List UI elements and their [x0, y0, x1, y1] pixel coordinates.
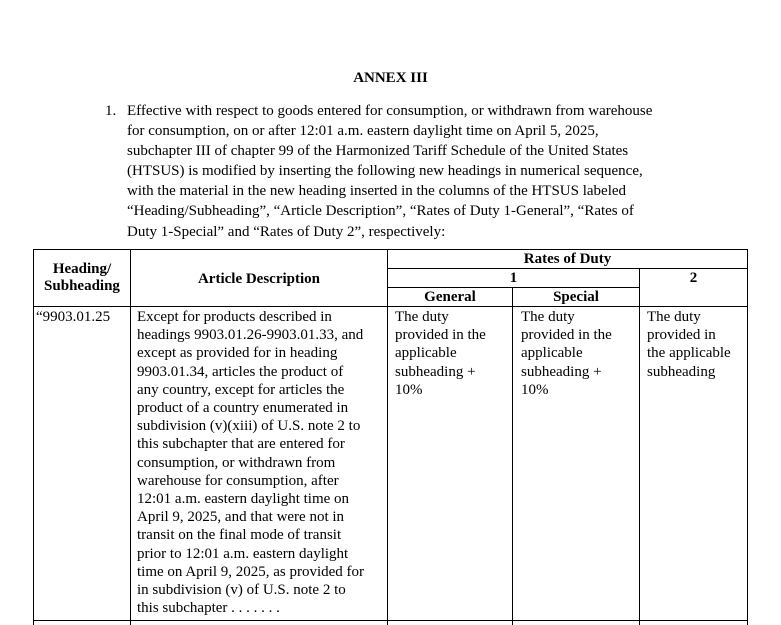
- header-heading-subheading: [34, 261, 130, 295]
- col2-line: The duty: [647, 309, 701, 325]
- description-line: 12:01 a.m. eastern daylight time on: [137, 491, 350, 508]
- description-line: Except for products described in: [137, 309, 332, 325]
- description-line: headings 9903.01.26-9903.01.33, and: [137, 327, 364, 344]
- description-line: product of a country enumerated in: [137, 400, 349, 417]
- header-special: Special: [553, 289, 599, 305]
- paragraph-line: subchapter III of chapter 99 of the Harmonized Tariff Schedule of the United States: [127, 143, 629, 160]
- general-line: subheading +: [395, 363, 476, 380]
- row-general-rate: [395, 308, 486, 399]
- paragraph-number: 1.: [105, 103, 117, 119]
- row-special-rate: [521, 308, 612, 399]
- row-col2-rate: [647, 308, 731, 381]
- header-rates-of-duty: Rates of Duty: [523, 251, 612, 267]
- description-line: prior to 12:01 a.m. eastern daylight: [137, 545, 349, 562]
- special-line: The duty: [521, 309, 575, 325]
- paragraph-line: with the material in the new heading inserted in the columns of the HTSUS labeled: [127, 183, 627, 200]
- description-line: this subchapter that are entered for: [137, 436, 345, 453]
- header-rates-col2: 2: [689, 270, 698, 286]
- header-heading-line1: Heading/: [52, 261, 112, 277]
- description-line: 9903.01.34, articles the product of: [137, 363, 344, 380]
- col2-line: the applicable: [647, 345, 731, 362]
- paragraph-line: (HTSUS) is modified by inserting the following new headings in numerical sequence,: [127, 163, 643, 180]
- description-line: consumption, or withdrawn from: [137, 454, 336, 471]
- description-line: transit on the final mode of transit: [137, 527, 342, 544]
- paragraph-line: for consumption, on or after 12:01 a.m. eastern daylight time on April 5, 2025,: [127, 123, 599, 140]
- table-border-left: [33, 249, 34, 625]
- special-line: applicable: [521, 345, 583, 362]
- description-line: this subchapter . . . . . . .: [137, 600, 280, 617]
- table-border-right: [747, 249, 748, 625]
- rates-header-divider: [387, 268, 747, 269]
- special-line: provided in the: [521, 327, 612, 344]
- header-general: General: [424, 289, 476, 305]
- col2-line: subheading: [647, 363, 716, 380]
- col-divider-general: [512, 287, 513, 625]
- col2-line: provided in: [647, 327, 716, 344]
- rates-col1-divider: [387, 287, 639, 288]
- description-line: in subdivision (v) of U.S. note 2 to: [137, 582, 346, 599]
- description-line: time on April 9, 2025, as provided for: [137, 563, 365, 580]
- general-line: 10%: [395, 381, 423, 398]
- description-line: subdivision (v)(xiii) of U.S. note 2 to: [137, 418, 361, 435]
- annex-title: ANNEX III: [353, 70, 428, 86]
- table-border-top: [33, 249, 747, 250]
- description-line: except as provided for in heading: [137, 345, 338, 362]
- general-line: provided in the: [395, 327, 486, 344]
- row-heading-number: “9903.01.25: [36, 309, 111, 325]
- paragraph-line: Duty 1-Special” and “Rates of Duty 2”, respectively:: [127, 223, 446, 240]
- header-rates-col1: 1: [509, 270, 518, 286]
- col-divider-heading: [130, 249, 131, 625]
- header-heading-line2: Subheading: [44, 278, 120, 294]
- row-article-description: [137, 308, 364, 617]
- paragraph-line: Effective with respect to goods entered for consumption, or withdrawn from warehouse: [127, 103, 653, 119]
- col-divider-special: [639, 268, 640, 625]
- description-line: any country, except for articles the: [137, 381, 345, 398]
- special-line: 10%: [521, 381, 549, 398]
- description-line: warehouse for consumption, after: [137, 472, 339, 489]
- special-line: subheading +: [521, 363, 602, 380]
- paragraph-line: “Heading/Subheading”, “Article Description”, “Rates of Duty 1-General”, “Rates of: [127, 203, 634, 220]
- general-line: The duty: [395, 309, 449, 325]
- general-line: applicable: [395, 345, 457, 362]
- header-article-description: Article Description: [197, 271, 321, 287]
- description-line: April 9, 2025, and that were not in: [137, 509, 345, 526]
